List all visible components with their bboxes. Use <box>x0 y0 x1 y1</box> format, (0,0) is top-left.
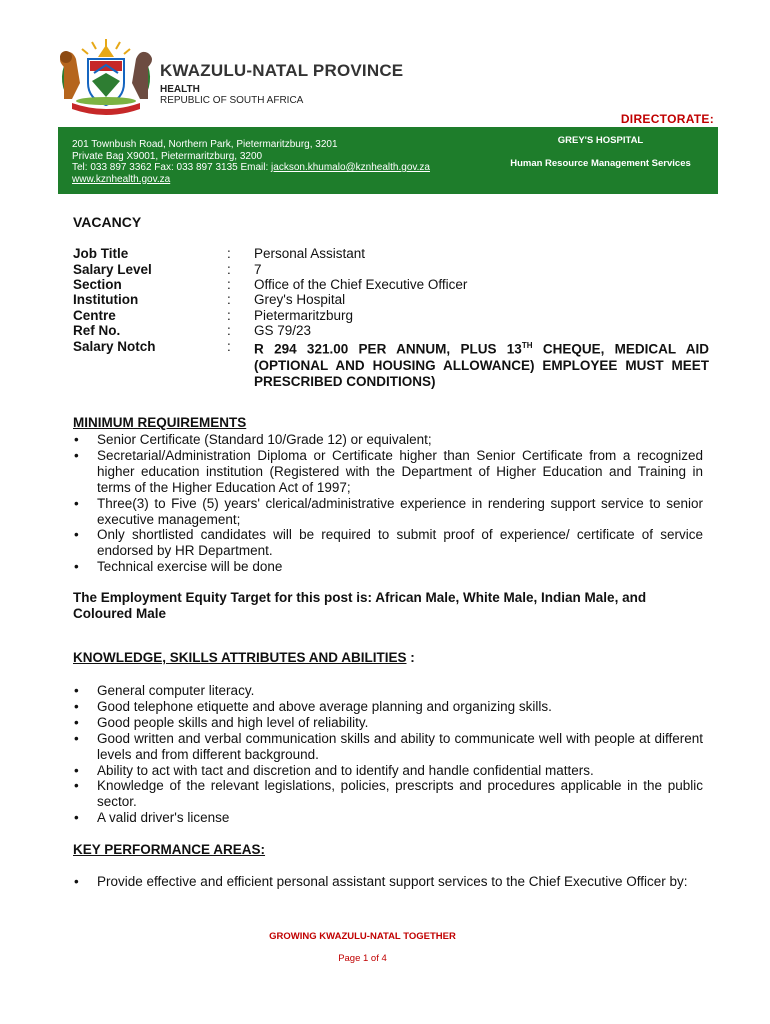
list-item: • Good people skills and high level of reliability. <box>73 715 703 731</box>
list-item: • Three(3) to Five (5) years' clerical/administrative experience in rendering support service to senior executive management; <box>73 496 703 528</box>
address-line-1: 201 Townbush Road, Northern Park, Pietermaritzburg, 3201 <box>72 139 338 150</box>
vacancy-heading: VACANCY <box>73 214 142 230</box>
field-label-ref-no: Ref No. <box>73 323 121 338</box>
field-value-ref-no: GS 79/23 <box>254 323 312 338</box>
field-value-salary-level: 7 <box>254 262 262 277</box>
list-item: • Only shortlisted candidates will be required to submit proof of experience/ certificate of service endorsed by HR Department. <box>73 527 703 559</box>
field-label-salary-level: Salary Level <box>73 262 152 277</box>
field-colon: : <box>227 339 231 354</box>
coat-of-arms-logo <box>50 37 162 117</box>
list-item: • Provide effective and efficient personal assistant support services to the Chief Executive Officer by: <box>73 874 703 890</box>
notch-details: CHEQUE, MEDICAL AID (OPTIONAL AND HOUSING ALLOWANCE) EMPLOYEE MUST MEET PRESCRIBED CONDITIONS) <box>254 341 709 389</box>
field-label-salary-notch: Salary Notch <box>73 339 156 354</box>
field-value-institution: Grey's Hospital <box>254 292 346 307</box>
field-label-section: Section <box>73 277 122 292</box>
field-label-institution: Institution <box>73 292 139 307</box>
list-item: • Ability to act with tact and discretion and to identify and handle confidential matters. <box>73 763 703 779</box>
field-value-job-title: Personal Assistant <box>254 246 366 261</box>
contact-band <box>58 127 718 194</box>
field-value-section: Office of the Chief Executive Officer <box>254 277 468 292</box>
hospital-name: GREY'S HOSPITAL <box>557 135 644 146</box>
field-colon: : <box>227 308 231 323</box>
list-item: • A valid driver's license <box>73 810 703 826</box>
footer-slogan: GROWING KWAZULU-NATAL TOGETHER <box>269 931 456 942</box>
field-value-centre: Pietermaritzburg <box>254 308 354 323</box>
list-item: • Secretarial/Administration Diploma or Certificate higher than Senior Certificate from a recognized higher education institution (Registered with the Department of Higher Education and Training in terms of the Higher Education Act of 1997; <box>73 448 703 496</box>
page-number: Page 1 of 4 <box>338 953 387 964</box>
department-name: HEALTH <box>160 84 200 95</box>
contact-numbers: Tel: 033 897 3362 Fax: 033 897 3135 Email: <box>72 162 272 173</box>
list-item: • Technical exercise will be done <box>73 559 703 575</box>
field-label-job-title: Job Title <box>73 246 129 261</box>
list-item: • Knowledge of the relevant legislations, policies, prescripts and procedures applicable in the public sector. <box>73 778 703 810</box>
knowledge-heading-suffix: : <box>406 650 415 665</box>
directorate-label: DIRECTORATE: <box>620 112 714 126</box>
min-requirements-list <box>73 432 703 575</box>
list-item: • General computer literacy. <box>73 683 703 699</box>
list-item: • Senior Certificate (Standard 10/Grade 12) or equivalent; <box>73 432 703 448</box>
kpa-list <box>73 874 703 890</box>
contact-line <box>72 162 430 174</box>
knowledge-heading-wrap <box>73 650 415 665</box>
field-colon: : <box>227 292 231 307</box>
field-colon: : <box>227 277 231 292</box>
field-value-salary-notch <box>254 338 709 390</box>
website-link[interactable]: www.kznhealth.gov.za <box>72 173 171 185</box>
address-block <box>72 139 430 185</box>
notch-amount: R 294 321.00 PER ANNUM, PLUS 13 <box>254 341 522 357</box>
kpa-heading: KEY PERFORMANCE AREAS: <box>73 842 266 857</box>
address-line-2: Private Bag X9001, Pietermaritzburg, 3200 <box>72 150 263 162</box>
list-item: • Good telephone etiquette and above average planning and organizing skills. <box>73 699 703 715</box>
province-title: KWAZULU-NATAL PROVINCE <box>160 61 404 80</box>
unit-name: Human Resource Management Services <box>510 158 691 169</box>
field-colon: : <box>227 323 231 338</box>
knowledge-list <box>73 683 703 826</box>
field-colon: : <box>227 246 231 261</box>
country-name: REPUBLIC OF SOUTH AFRICA <box>160 95 304 106</box>
list-item: • Good written and verbal communication skills and ability to communicate well with people at different levels and from different background. <box>73 731 703 763</box>
field-colon: : <box>227 262 231 277</box>
knowledge-heading: KNOWLEDGE, SKILLS ATTRIBUTES AND ABILITIES <box>73 650 407 665</box>
email-link[interactable]: jackson.khumalo@kznhealth.gov.za <box>271 162 430 173</box>
field-label-centre: Centre <box>73 308 116 323</box>
notch-superscript: TH <box>521 341 533 350</box>
equity-target: The Employment Equity Target for this post is: African Male, White Male, Indian Male, and Coloured Male <box>73 590 647 621</box>
min-requirements-heading: MINIMUM REQUIREMENTS <box>73 415 247 430</box>
